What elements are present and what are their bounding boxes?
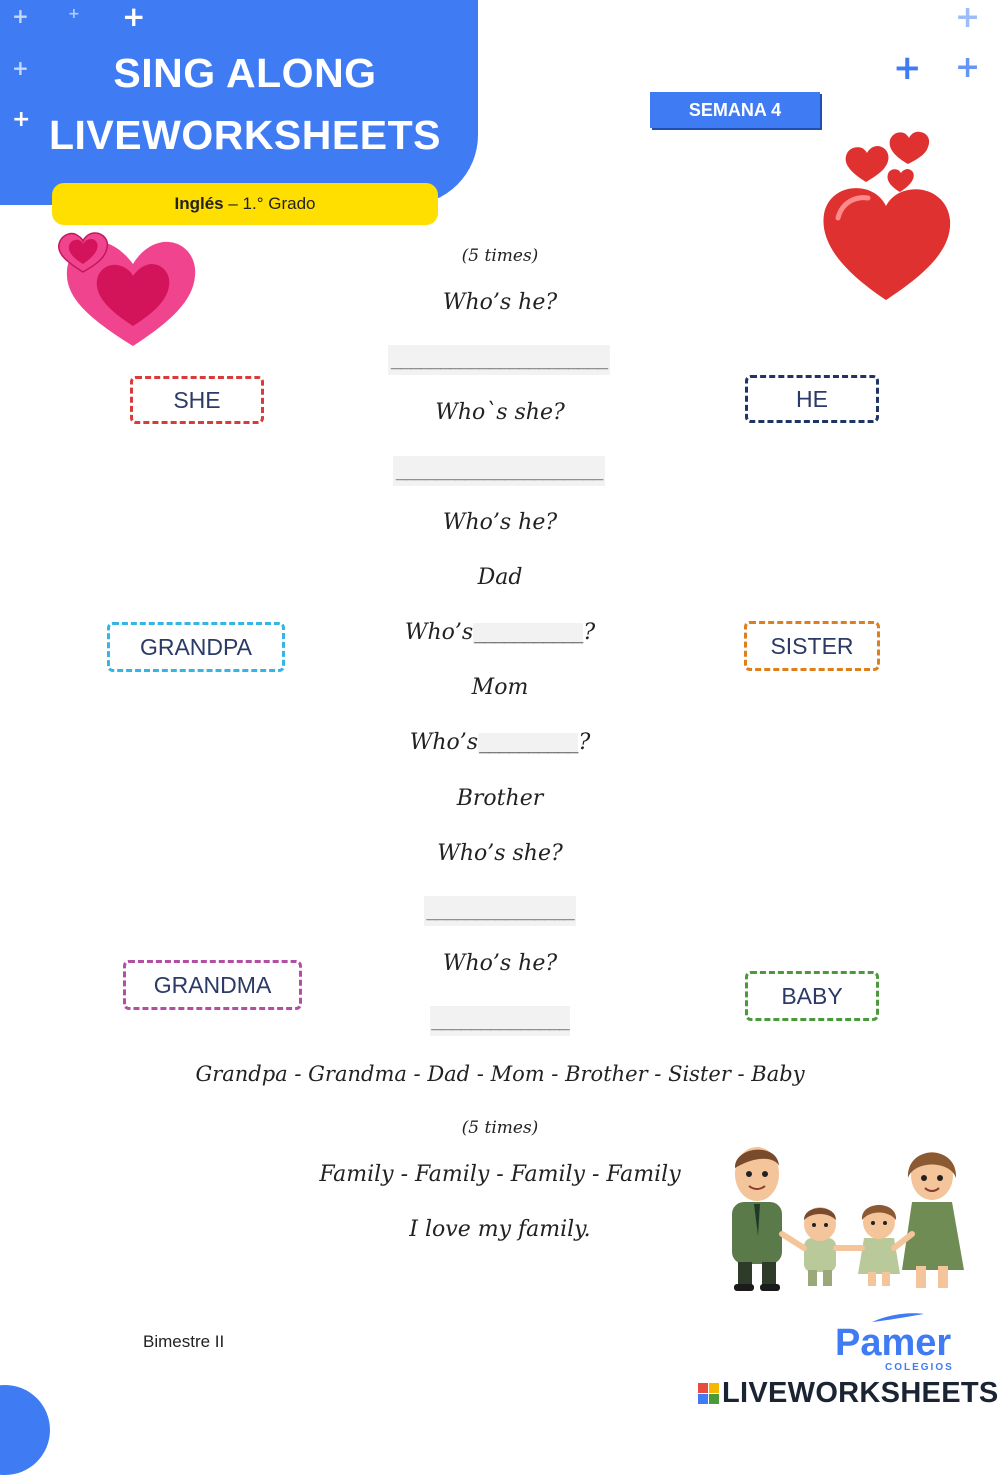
word-tile-sister[interactable]: SISTER [744, 621, 880, 671]
brand-logo: Pamer [835, 1322, 952, 1364]
plus-icon: + [12, 107, 31, 132]
song-question: Who’s he? [442, 951, 558, 976]
song-family-line: Family - Family - Family - Family [319, 1162, 681, 1187]
answer-input[interactable] [388, 345, 610, 375]
answer-blank: _____________________ [395, 460, 603, 481]
subject-name: Inglés [174, 194, 224, 213]
plus-icon: + [68, 6, 80, 22]
song-question-fill [300, 730, 700, 755]
answer-blank: _______________ [426, 900, 574, 921]
answer-input[interactable] [393, 456, 605, 486]
plus-icon: + [12, 4, 29, 28]
pink-hearts-icon [55, 228, 200, 350]
header-banner [0, 0, 478, 205]
song-question: Who’s he? [442, 510, 558, 535]
grade-label: – 1.° Grado [223, 194, 316, 213]
word-tile-grandpa[interactable]: GRANDPA [107, 622, 285, 672]
song-question: Who`s she? [435, 400, 565, 425]
plus-icon: + [122, 0, 146, 33]
song-prefix: Who’s [409, 730, 479, 755]
answer-input[interactable] [430, 1006, 570, 1036]
answer-input[interactable]: __________ [479, 733, 578, 754]
answer-input[interactable]: ___________ [474, 623, 583, 644]
song-question-fill [300, 620, 700, 645]
song-suffix: ? [583, 620, 596, 645]
page-title-line1: SING ALONG [113, 50, 377, 96]
term-label: Bimestre II [143, 1332, 225, 1351]
liveworksheets-wordmark: LIVEWORKSHEETS [722, 1377, 999, 1409]
word-tile-baby[interactable]: BABY [745, 971, 879, 1021]
answer-blank: ______________________ [390, 349, 608, 370]
word-tile-he[interactable]: HE [745, 375, 879, 423]
song-line-times: (5 times) [461, 246, 539, 266]
song-closing-line: I love my family. [409, 1217, 591, 1242]
song-answer: Mom [471, 675, 529, 700]
song-answer: Brother [456, 786, 544, 811]
song-answer: Dad [477, 565, 523, 590]
answer-input[interactable] [424, 896, 576, 926]
plus-icon: + [955, 0, 981, 35]
corner-decoration [0, 1385, 50, 1475]
plus-icon: + [12, 56, 29, 80]
song-suffix: ? [578, 730, 591, 755]
word-tile-grandma[interactable]: GRANDMA [123, 960, 302, 1010]
red-hearts-icon [818, 128, 958, 303]
page-title-line2: LIVEWORKSHEETS [49, 112, 441, 158]
song-line-times: (5 times) [461, 1118, 539, 1138]
plus-icon: + [955, 50, 981, 85]
week-badge: SEMANA 4 [650, 92, 820, 128]
word-tile-she[interactable]: SHE [130, 376, 264, 424]
answer-blank: ______________ [431, 1010, 569, 1031]
song-chorus: Grandpa - Grandma - Dad - Mom - Brother - Sister - Baby [195, 1062, 805, 1086]
song-question: Who’s she? [437, 841, 563, 866]
brand-subtitle: COLEGIOS [885, 1362, 954, 1373]
liveworksheets-badge-icon [698, 1383, 719, 1404]
family-illustration [718, 1138, 980, 1293]
plus-icon: + [893, 48, 922, 88]
subject-bar [52, 183, 438, 225]
song-question: Who’s he? [442, 290, 558, 315]
song-prefix: Who’s [404, 620, 474, 645]
liveworksheets-logo [698, 1377, 999, 1410]
